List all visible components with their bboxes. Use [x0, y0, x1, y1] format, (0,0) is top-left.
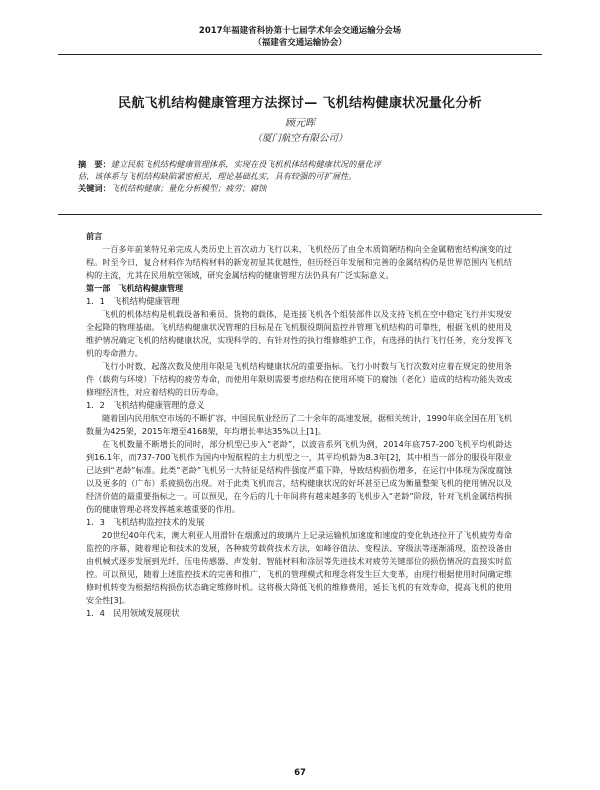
paper-title: 民航飞机结构健康管理方法探讨— 飞机结构健康状况量化分析 — [118, 96, 482, 111]
paragraph: 飞行小时数、起落次数及使用年限是飞机结构健康状况的重要指标。飞行小时数与飞行次数对应着在规定的使用条件（载荷与环境）下结构的疲劳寿命，而使用年限则需要考虑结构在使用环境下的腐蚀（老化）造成的结构功能失效或修理经济性，对应着结构的日历寿命。 — [86, 361, 512, 397]
page-number: 67 — [294, 768, 306, 778]
section-heading: 前言 — [86, 231, 103, 241]
keywords-label: 关键词： — [78, 183, 111, 193]
abstract-line1: 建立民航飞机结构健康管理体系，实现在役飞机机体结构健康状况的量化评 — [110, 159, 381, 169]
paragraph: 一百多年前莱特兄弟完成人类历史上首次动力飞行以来，飞机经历了由全木质简陋结构向全金属精密结构演变的过程。时至今日，复合材料作为结构材料的新宠初显其优越性，但历经百年发展和完善的金属结构仍是世界范围内飞机结构的主流，尤其在民用航空领域，研究金属结构的健康管理方法仍具有广泛实际意义。 — [86, 244, 512, 280]
paragraph: 20世纪40年代末，澳大利亚人用滑针在烟熏过的玻璃片上记录运输机加速度和速度的变化轨迹拉开了飞机疲劳寿命监控的序幕，随着理论和技术的发展，各种疲劳载荷技术方法，如峰谷值法、变程法、穿级法等逐渐涌现，监控设备由由机械式逐步发展到光纤、压电传感器、声发射、智能材料和涂层等先进技术对疲劳关键部位的损伤情况的直接实时监控。可以预见，随着上述监控技术的完善和推广，飞机的管理模式和理念将发生巨大变革，由现行根据使用时间确定维修时机转变为根据结构损伤状态确定维修时机。这将极大降低飞机的维修费用，延长飞机的有效寿命，提高飞机的使用安全性[3]。 — [86, 530, 512, 605]
section-heading: 第一部 飞机结构健康管理 — [86, 283, 184, 293]
affiliation: （厦门航空有限公司） — [252, 133, 348, 144]
keywords: 飞机结构健康；量化分析模型；疲劳；腐蚀 — [110, 183, 267, 193]
paragraph: 随着国内民用航空市场的不断扩容，中国民航业经历了二十余年的高速发展，据相关统计，1990年底全国在用飞机数量为425架，2015年增至4168架，年均增长率达35%以上[1]。 — [86, 413, 512, 436]
author: 顾元晖 — [285, 118, 315, 129]
subsection-heading: 1．1 飞机结构健康管理 — [86, 296, 180, 306]
subsection-heading: 1．4 民用领域发展现状 — [86, 608, 180, 618]
subsection-heading: 1．3 飞机结构监控技术的发展 — [86, 517, 205, 527]
abstract-line2: 估，该体系与飞机结构缺陷紧密相关，理论基础扎实，具有较强的可扩展性。 — [78, 171, 357, 181]
paragraph: 在飞机数量不断增长的同时，部分机型已步入“老龄”，以波音系列飞机为例，2014年底757-200飞机平均机龄达到16.1年，而737-700飞机作为国内中短航程的主力机型之一，其平均机龄为8.3年[2]，其中相当一部分的服役年限业已达到“老龄”标准。此类“老龄”飞机另一大特征是结构件强度严重下降，导致结构损伤增多，在运行中体现为深度腐蚀以及更多的（广布）系疲损伤出现。对于此类飞机而言，结构健康状况的好坏甚至已成为衡量整架飞机的使用情况以及经济价值的最重要指标之一。可以预见，在今后的几十年间将有越来越多的飞机步入“老龄”阶段，针对飞机金属结构损伤的健康管理必将发挥越来越重要的作用。 — [86, 439, 512, 514]
running-header-line2: （福建省交通运输协会） — [253, 38, 347, 48]
header-rule — [58, 54, 542, 55]
abstract-rule — [58, 214, 542, 215]
paragraph: 飞机的机体结构是机载设备和乘员、货物的载体，是连接飞机各个组装部件以及支持飞机在空中稳定飞行并实现安全起降的物理基础。飞机结构健康状况管理的目标是在飞机服役期间监控并管理飞机结构的可靠性，根据飞机的使用及维护情况确定飞机的结构健康状况，实现科学的、有针对性的执行维修维护工作，有选择的执行飞行任务，充分发挥飞机的寿命潜力。 — [86, 309, 512, 358]
abstract — [78, 158, 518, 194]
running-header-line1: 2017年福建省科协第十七届学术年会交通运输分会场 — [198, 26, 402, 36]
subsection-heading: 1．2 飞机结构健康管理的意义 — [86, 400, 205, 410]
body-text — [86, 230, 512, 620]
abstract-label: 摘 要： — [78, 159, 111, 169]
